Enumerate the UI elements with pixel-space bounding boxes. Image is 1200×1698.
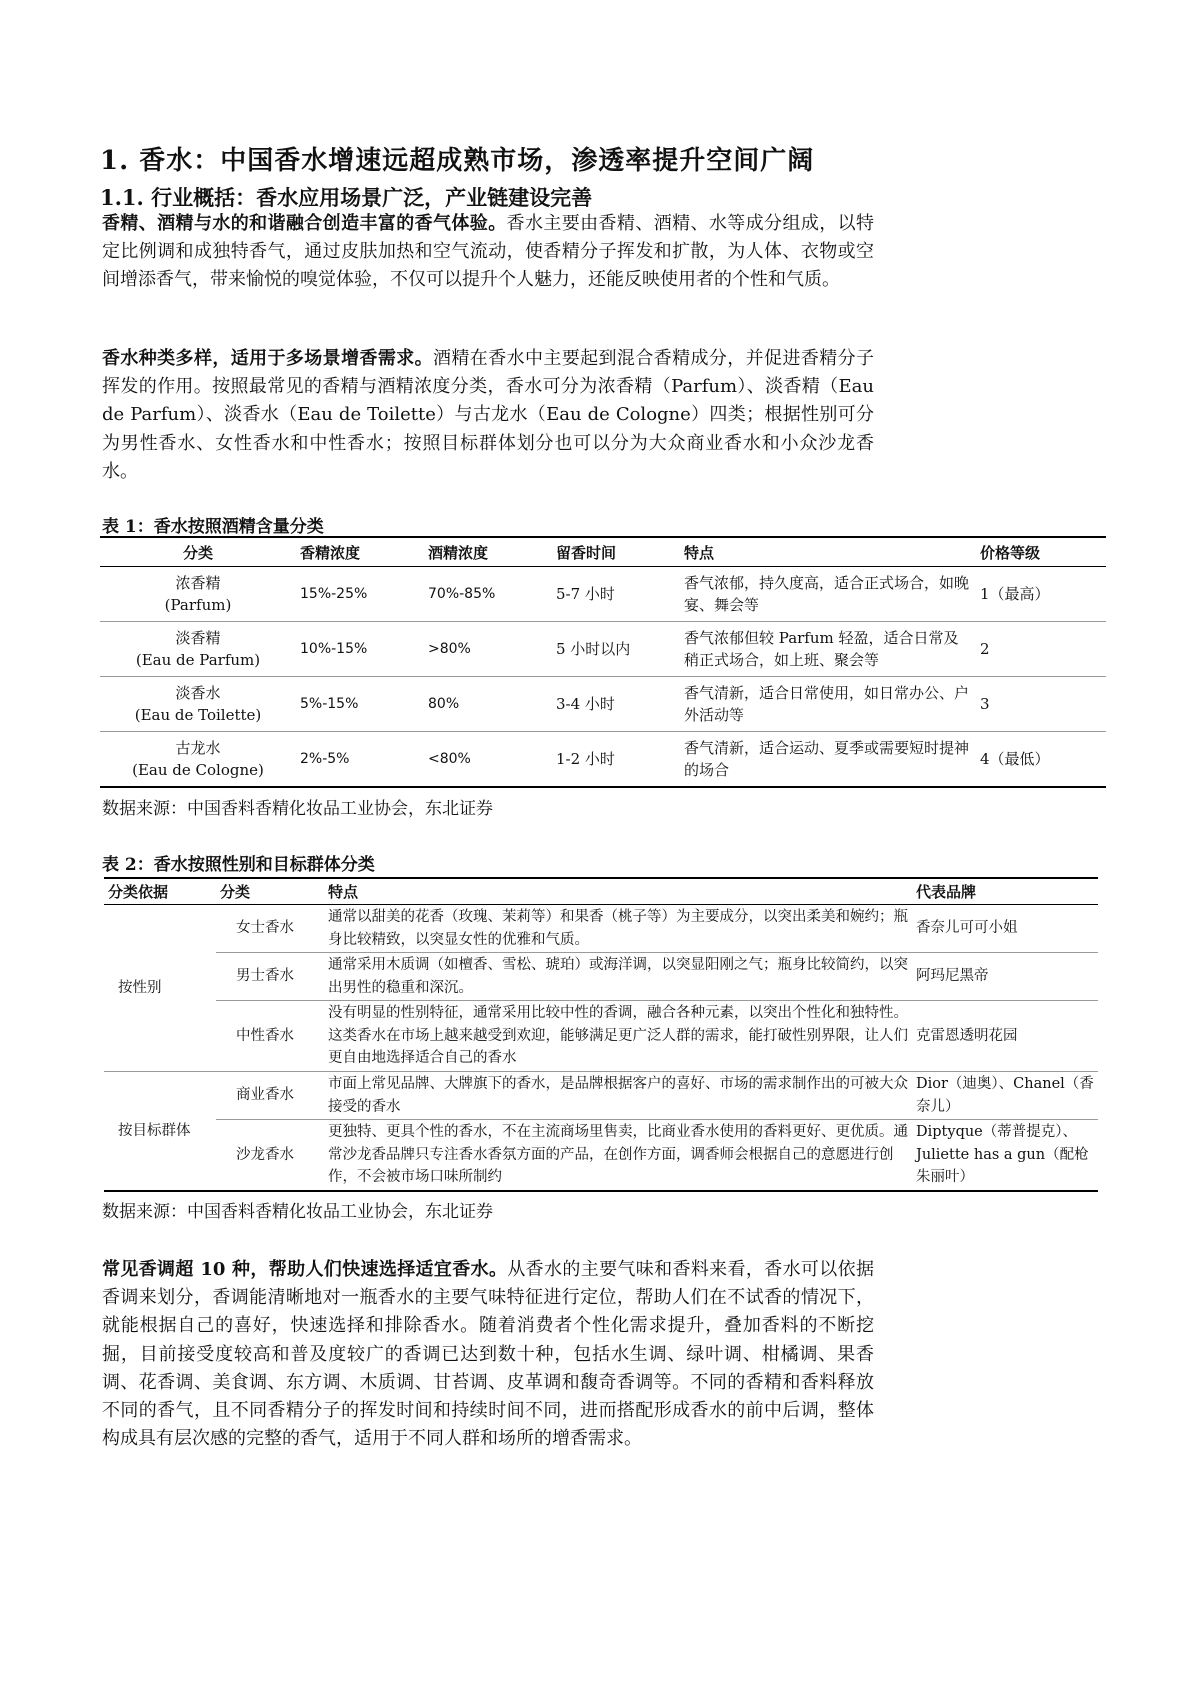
feature-cell: 通常以甜美的花香（玫瑰、茉莉等）和果香（桃子等）为主要成分，以突出柔美和婉约；瓶身比较精致，以突显女性的优雅和气质。 <box>324 905 912 953</box>
category-cell: 商业香水 <box>216 1072 324 1120</box>
feature-cell: 通常采用木质调（如檀香、雪松、琥珀）或海洋调，以突显阳刚之气；瓶身比较简约，以突出男性的稳重和深沉。 <box>324 953 912 1001</box>
paragraph-lead: 常见香调超 10 种，帮助人们快速选择适宜香水。 <box>102 1259 508 1280</box>
paragraph-body: 酒精在香水中主要起到混合香精成分，并促进香精分子挥发的作用。按照最常见的香精与酒精浓度分类，香水可分为浓香精（Parfum）、淡香精（Eau de Parfum）、淡香水（Eau de Toilette）与古龙水（Eau de Cologne）四类；根据性别可分为男性香水、女性香水和中性香水；按照目标群体划分也可以分为大众商业香水和小众沙龙香水。 <box>102 348 875 482</box>
data-source-note: 数据来源：中国香料香精化妆品工业协会，东北证券 <box>102 1202 493 1222</box>
category-cn: 淡香精 <box>175 629 221 647</box>
paragraph-types <box>102 345 874 486</box>
feature-cell: 香气清新，适合日常使用，如日常办公、户外活动等 <box>680 677 976 732</box>
essence-cell: 15%-25% <box>296 567 424 622</box>
section-heading-1-1: 1.1. 行业概括：香水应用场景广泛，产业链建设完善 <box>100 185 593 210</box>
column-header: 代表品牌 <box>912 878 1098 905</box>
category-cell <box>100 622 296 677</box>
feature-cell: 更独特、更具个性的香水，不在主流商场里售卖，比商业香水使用的香料更好、更优质。通常沙龙香品牌只专注香水香氛方面的产品，在创作方面，调香师会根据自己的意愿进行创作，不会被市场口味所制约 <box>328 1124 908 1186</box>
table-caption: 表 2：香水按照性别和目标群体分类 <box>102 855 375 875</box>
table-row <box>104 1120 1098 1192</box>
column-header: 留香时间 <box>552 537 680 567</box>
brand-cell: Dior（迪奥）、Chanel（香奈儿） <box>912 1072 1098 1120</box>
paragraph-body: 从香水的主要气味和香料来看，香水可以依据香调来划分，香调能清晰地对一瓶香水的主要气味特征进行定位，帮助人们在不试香的情况下，就能根据自己的喜好，快速选择和排除香水。随着消费者个性化需求提升，叠加香料的不断挖掘，目前接受度较高和普及度较广的香调已达到数十种，包括水生调、绿叶调、柑橘调、果香调、花香调、美食调、东方调、木质调、甘苔调、皮革调和馥奇香调等。不同的香精和香料释放不同的香气，且不同香精分子的挥发时间和持续时间不同，进而搭配形成香水的前中后调，整体构成具有层次感的完整的香气，适用于不同人群和场所的增香需求。 <box>102 1259 874 1450</box>
column-header: 香精浓度 <box>296 537 424 567</box>
table-row <box>104 1072 1098 1120</box>
category-cell <box>100 677 296 732</box>
paragraph-scent-notes <box>102 1256 874 1453</box>
category-cell: 女士香水 <box>216 905 324 953</box>
brand-cell: 阿玛尼黑帝 <box>912 953 1098 1001</box>
category-en: (Eau de Parfum) <box>135 651 261 669</box>
alcohol-cell: >80% <box>424 622 552 677</box>
category-cell <box>100 567 296 622</box>
category-en: (Eau de Cologne) <box>132 761 264 779</box>
table-row <box>104 905 1098 953</box>
feature-cell: 没有明显的性别特征，通常采用比较中性的香调，融合各种元素，以突出个性化和独特性。这类香水在市场上越来越受到欢迎，能够满足更广泛人群的需求，能打破性别界限，让人们更自由地选择适合自己的香水 <box>324 1001 912 1072</box>
category-cell: 沙龙香水 <box>236 1146 294 1163</box>
brand-cell: 香奈儿可可小姐 <box>912 905 1098 953</box>
category-cell: 中性香水 <box>216 1001 324 1072</box>
column-header: 分类 <box>216 878 324 905</box>
data-source-note: 数据来源：中国香料香精化妆品工业协会，东北证券 <box>102 799 493 819</box>
alcohol-cell: 80% <box>424 677 552 732</box>
category-en: (Parfum) <box>164 596 232 614</box>
alcohol-cell: <80% <box>428 751 471 767</box>
table-header-row <box>100 537 1106 567</box>
grade-cell: 3 <box>976 677 1106 732</box>
grade-cell: 2 <box>976 622 1106 677</box>
grade-cell: 1（最高） <box>976 567 1106 622</box>
column-header: 分类 <box>100 537 296 567</box>
category-cn: 古龙水 <box>175 739 221 757</box>
brand-cell: Diptyque（蒂普提克）、Juliette has a gun（配枪朱丽叶） <box>916 1124 1089 1186</box>
column-header: 分类依据 <box>104 878 216 905</box>
duration-cell: 5-7 小时 <box>552 567 680 622</box>
feature-cell: 市面上常见品牌、大牌旗下的香水，是品牌根据客户的喜好、市场的需求制作出的可被大众接受的香水 <box>324 1072 912 1120</box>
table-row <box>100 567 1106 622</box>
category-cn: 淡香水 <box>175 684 221 702</box>
group-cell-gender: 按性别 <box>104 905 216 1072</box>
category-en: (Eau de Toilette) <box>134 706 262 724</box>
column-header: 特点 <box>680 537 976 567</box>
category-cell: 男士香水 <box>216 953 324 1001</box>
essence-cell: 5%-15% <box>296 677 424 732</box>
essence-cell: 2%-5% <box>300 751 350 767</box>
table-row <box>100 622 1106 677</box>
feature-cell: 香气浓郁，持久度高，适合正式场合，如晚宴、舞会等 <box>680 567 976 622</box>
table-row <box>104 1001 1098 1072</box>
column-header: 特点 <box>324 878 912 905</box>
duration-cell: 3-4 小时 <box>552 677 680 732</box>
grade-cell: 4（最低） <box>980 750 1050 768</box>
category-cn: 浓香精 <box>175 574 221 592</box>
duration-cell: 1-2 小时 <box>556 750 615 768</box>
feature-cell: 香气浓郁但较 Parfum 轻盈，适合日常及稍正式场合，如上班、聚会等 <box>680 622 976 677</box>
alcohol-cell: 70%-85% <box>424 567 552 622</box>
paragraph-lead: 香精、酒精与水的和谐融合创造丰富的香气体验。 <box>102 213 507 234</box>
paragraph-composition <box>102 210 874 295</box>
section-heading-1: 1. 香水：中国香水增速远超成熟市场，渗透率提升空间广阔 <box>100 146 815 176</box>
paragraph-body: 香水主要由香精、酒精、水等成分组成，以特定比例调和成独特香气，通过皮肤加热和空气流动，使香精分子挥发和扩散，为人体、衣物或空间增添香气，带来愉悦的嗅觉体验，不仅可以提升个人魅力，还能反映使用者的个性和气质。 <box>102 213 875 291</box>
paragraph-lead: 香水种类多样，适用于多场景增香需求。 <box>102 348 434 369</box>
table-caption: 表 1：香水按照酒精含量分类 <box>102 517 324 537</box>
column-header: 酒精浓度 <box>424 537 552 567</box>
table-row <box>100 677 1106 732</box>
essence-cell: 10%-15% <box>296 622 424 677</box>
table-row <box>104 953 1098 1001</box>
category-cell <box>100 732 296 788</box>
gender-target-classification-table <box>104 877 1098 1192</box>
column-header: 价格等级 <box>976 537 1106 567</box>
brand-cell: 克雷恩透明花园 <box>912 1001 1098 1072</box>
feature-cell: 香气清新，适合运动、夏季或需要短时提神的场合 <box>684 739 970 779</box>
table-header-row <box>104 878 1098 905</box>
duration-cell: 5 小时以内 <box>552 622 680 677</box>
alcohol-classification-table <box>100 536 1106 788</box>
group-cell-target: 按目标群体 <box>104 1072 216 1192</box>
table-row <box>100 732 1106 788</box>
